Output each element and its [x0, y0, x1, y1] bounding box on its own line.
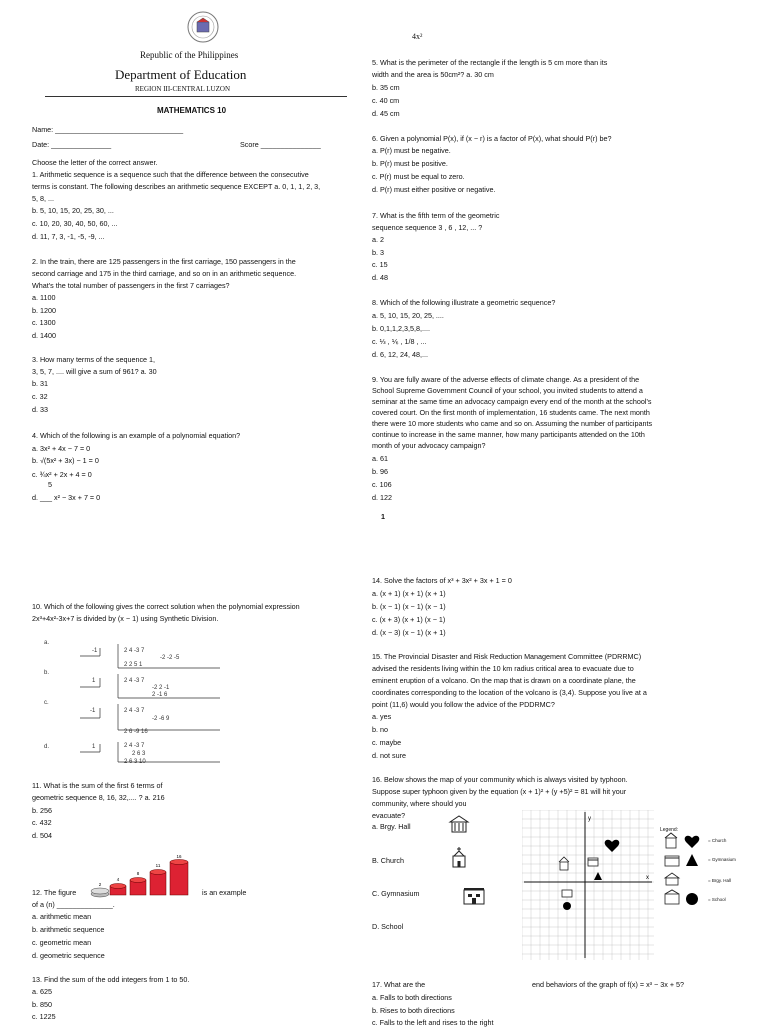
coin-label-3: 8 [136, 871, 140, 876]
brgy-hall-icon [448, 814, 470, 834]
coin-label-4: 11 [155, 863, 161, 868]
legend-gym-icon [665, 856, 679, 866]
q16-line3: community, where should you [372, 799, 467, 808]
legend-title: Legend: [660, 827, 679, 833]
q15-line4: coordinates corresponding to the location of the volcano is (3,4). Suppose you live at a [372, 688, 647, 697]
synthetic-row3-b: 2 -1 6 [152, 692, 168, 698]
q2-choice-d: d. 1400 [32, 331, 56, 340]
q3-line2: 3, 5, 7, .... will give a sum of 961? a. 30 [32, 367, 157, 376]
q9-line5: there were 10 more students who came and so on. Assuming the number of participants [372, 419, 653, 428]
q4-choice-d: d. ___ x² − 3x + 7 = 0 [32, 493, 101, 502]
q7-choice-b: b. 3 [372, 248, 384, 257]
q11-choice-b: b. 256 [32, 806, 52, 815]
legend-item-church: = Church [708, 838, 727, 843]
synthetic-row1-c: 2 4 -3 7 [124, 708, 145, 714]
q16-choice-d: D. School [372, 922, 404, 931]
q2-line2: second carriage and 175 in the third carriage, and so on in an arithmetic sequence. [32, 269, 297, 278]
map-triangle-icon [594, 872, 602, 880]
q17-choice-a: a. Falls to both directions [372, 993, 452, 1002]
region-text: REGION III-CENTRAL LUZON [135, 85, 230, 93]
synthetic-row2-d: 2 6 3 [132, 751, 146, 757]
q9-choice-c: c. 106 [372, 480, 392, 489]
republic-text: Republic of the Philippines [140, 50, 239, 60]
q2-choice-b: b. 1200 [32, 306, 56, 315]
q7-choice-a: a. 2 [372, 235, 384, 244]
legend-item-gym: = Gymnasium [708, 857, 736, 862]
q13-line1: 13. Find the sum of the odd integers from 1 to 50. [32, 975, 190, 984]
q15-choice-a: a. yes [372, 712, 392, 721]
q5-line1: 5. What is the perimeter of the rectangle if the length is 5 cm more than its [372, 58, 608, 67]
q2-choice-a: a. 1100 [32, 293, 56, 302]
synthetic-row3-d: 2 6 3 10 [124, 759, 146, 765]
q15-line5: point (11,6) would you follow the advice of the PDDRMC? [372, 700, 555, 709]
legend-item-hall: = Brgy. Hall [708, 878, 732, 883]
q1-choice-c: c. 10, 20, 30, 40, 50, 60, ... [32, 219, 118, 228]
q1-choice-b: b. 5, 10, 15, 20, 25, 30, ... [32, 206, 114, 215]
synthetic-root-c: -1 [90, 708, 96, 714]
q16-line2: Suppose super typhoon given by the equation (x + 1)² + (y +5)² = 81 will hit your [372, 787, 627, 796]
q3-choice-c: c. 32 [32, 392, 48, 401]
map-y-label: y [588, 816, 591, 822]
coin-stack-figure [88, 852, 198, 902]
q1-line2: terms is constant. The following describes an arithmetic sequence EXCEPT a. 0, 1, 1, 2, 3, [32, 182, 321, 191]
coin-stack-3 [130, 878, 146, 896]
q7-choice-d: d. 48 [372, 273, 388, 282]
coin-label-5: 16 [176, 854, 182, 859]
q7-line1: 7. What is the fifth term of the geometric [372, 211, 500, 220]
q15-line1: 15. The Provincial Disaster and Risk Reduction Management Committee (PDRRMC) [372, 652, 642, 661]
synthetic-row1-b: 2 4 -3 7 [124, 678, 145, 684]
q11-choice-c: c. 432 [32, 818, 52, 827]
legend-item-school: = School [708, 897, 726, 902]
subject-title: MATHEMATICS 10 [157, 106, 227, 115]
q14-choice-c: c. (x + 3) (x + 1) (x − 1) [372, 615, 446, 624]
q12-line1-start: 12. The figure [32, 888, 77, 897]
name-field[interactable]: Name: ________________________________ [32, 125, 184, 134]
q9-line6: continue to increase in the same manner, how many participants attended on the 10th [372, 430, 645, 439]
map-gym-icon [588, 858, 598, 866]
coin-stack-1 [91, 888, 109, 897]
q6-choice-d: d. P(r) must either positive or negative. [372, 185, 496, 194]
q6-choice-a: a. P(r) must be negative. [372, 146, 451, 155]
synthetic-letter-d: d. [44, 744, 50, 750]
q8-choice-c: c. ⅓ , ⅙ , 1/8 , ... [372, 337, 427, 346]
q5-choice-d: d. 45 cm [372, 109, 400, 118]
coin-stack-4 [150, 870, 166, 896]
q2-line3: What's the total number of passengers in the first 7 carriages? [32, 281, 230, 290]
q8-choice-a: a. 5, 10, 15, 20, 25, .... [372, 311, 444, 320]
q12-choice-a: a. arithmetic mean [32, 912, 92, 921]
q10-line2: 2x³+4x²-3x+7 is divided by (x − 1) using Synthetic Division. [32, 614, 219, 623]
q9-choice-b: b. 96 [372, 467, 388, 476]
legend-triangle-icon [686, 854, 698, 866]
score-field[interactable]: Score _______________ [240, 140, 321, 149]
page-number: 1 [381, 512, 385, 521]
synthetic-root-a: -1 [92, 648, 98, 654]
q17-line1-start: 17. What are the [372, 980, 426, 989]
q5-choice-b: b. 35 cm [372, 83, 400, 92]
synthetic-row3-c: 2 6 -9 16 [124, 729, 148, 735]
q15-choice-c: c. maybe [372, 738, 402, 747]
coin-label-1: 2 [98, 882, 102, 887]
q5-line2: width and the area is 50cm²? a. 30 cm [372, 70, 494, 79]
q12-choice-c: c. geometric mean [32, 938, 92, 947]
church-icon [450, 846, 468, 868]
q13-choice-b: b. 850 [32, 1000, 52, 1009]
department-title: Department of Education [115, 67, 247, 82]
coin-stack-2 [110, 884, 126, 896]
q12-choice-d: d. geometric sequence [32, 951, 105, 960]
q1-choice-d: d. 11, 7, 3, -1, -5, -9, ... [32, 232, 105, 241]
q15-line3: eminent eruption of a volcano. On the map that is drawn on a coordinate plane, the [372, 676, 636, 685]
synthetic-row2-c: -2 -6 9 [152, 716, 170, 722]
q14-line1: 14. Solve the factors of x³ + 3x² + 3x + 1 = 0 [372, 576, 512, 585]
q12-line1-end: is an example [202, 888, 247, 897]
q9-line4: covered court. On the first month of implementation, 16 students came. The next month [372, 408, 650, 417]
q3-choice-b: b. 31 [32, 379, 48, 388]
community-map-grid [522, 810, 654, 960]
q13-choice-a: a. 625 [32, 987, 52, 996]
coin-stack-5 [170, 860, 188, 896]
q8-choice-d: d. 6, 12, 24, 48,... [372, 350, 428, 359]
q1-line3: 5, 8, ... [32, 194, 54, 203]
q6-choice-b: b. P(r) must be positive. [372, 159, 448, 168]
q7-line2: sequence sequence 3 , 6 , 12, ... ? [372, 223, 483, 232]
q10-line1: 10. Which of the following gives the correct solution when the polynomial expression [32, 602, 300, 611]
q12-choice-b: b. arithmetic sequence [32, 925, 105, 934]
synthetic-row3-a: 2 2 5 1 [124, 662, 143, 668]
q13-choice-c: c. 1225 [32, 1012, 56, 1021]
map-school-icon [562, 890, 572, 897]
q14-choice-b: b. (x − 1) (x − 1) (x − 1) [372, 602, 446, 611]
map-church-icon [559, 857, 569, 870]
q6-line1: 6. Given a polynomial P(x), if (x − r) is a factor of P(x), what should P(r) be? [372, 134, 612, 143]
q16-line1: 16. Below shows the map of your community which is always visited by typhoon. [372, 775, 628, 784]
q4-line1: 4. Which of the following is an example of a polynomial equation? [32, 431, 241, 440]
q8-choice-b: b. 0,1,1,2,3,5,8,.... [372, 324, 430, 333]
q16-choice-b: B. Church [372, 856, 404, 865]
q9-choice-a: a. 61 [372, 454, 388, 463]
q4-choice-b: b. √(5x² + 3x) − 1 = 0 [32, 456, 99, 465]
q3-line1: 3. How many terms of the sequence 1, [32, 355, 156, 364]
top-fragment: 4x² [412, 32, 423, 41]
synthetic-row2-b: -2 2 -1 [152, 685, 170, 691]
q9-line2: School Supreme Government Council of your school, you invited students to attend a [372, 386, 643, 395]
legend-heart-icon [685, 836, 700, 848]
date-field[interactable]: Date: _______________ [32, 140, 112, 149]
q9-line7: month of your advocacy campaign? [372, 441, 486, 450]
gymnasium-icon [462, 886, 486, 906]
q9-line3: seminar at the same time an advocacy campaign every end of the month at the school's [372, 397, 652, 406]
synthetic-division-lines [40, 640, 240, 775]
q17-choice-c: c. Falls to the left and rises to the right [372, 1018, 494, 1027]
synthetic-root-d: 1 [92, 744, 96, 750]
q5-choice-c: c. 40 cm [372, 96, 400, 105]
legend-hall-icon [665, 873, 679, 885]
q15-choice-b: b. no [372, 725, 388, 734]
q8-line1: 8. Which of the following illustrate a geometric sequence? [372, 298, 556, 307]
q4-choice-c-denom: 5 [48, 480, 52, 489]
q12-line2: of a (n) ______________. [32, 900, 115, 909]
q7-choice-c: c. 15 [372, 260, 388, 269]
q4-choice-a: a. 3x² + 4x − 7 = 0 [32, 444, 91, 453]
q11-line1: 11. What is the sum of the first 6 terms of [32, 781, 163, 790]
synthetic-row1-d: 2 4 -3 7 [124, 743, 145, 749]
q17-choice-b: b. Rises to both directions [372, 1006, 455, 1015]
legend-church-icon [665, 833, 677, 848]
q1-line1: 1. Arithmetic sequence is a sequence such that the difference between the consecutive [32, 170, 309, 179]
q16-choice-c: C. Gymnasium [372, 889, 420, 898]
q17-line1-end: end behaviors of the graph of f(x) = x³ − 3x + 5? [532, 980, 685, 989]
synthetic-row2-a: -2 -2 -5 [160, 655, 180, 661]
synthetic-root-b: 1 [92, 678, 96, 684]
legend-icons [662, 832, 706, 912]
map-x-label: x [646, 875, 649, 881]
q2-line1: 2. In the train, there are 125 passengers in the first carriage, 150 passengers in the [32, 257, 296, 266]
q15-line2: advised the residents living within the 10 km radius critical area to evacuate due to [372, 664, 634, 673]
q16-line4: evacuate? [372, 811, 406, 820]
q9-choice-d: d. 122 [372, 493, 392, 502]
q14-choice-d: d. (x − 3) (x − 1) (x + 1) [372, 628, 446, 637]
synthetic-letter-b: b. [44, 670, 50, 676]
q9-line1: 9. You are fully aware of the adverse effects of climate change. As a president of the [372, 375, 640, 384]
q11-line2: geometric sequence 8, 16, 32,.... ? a. 216 [32, 793, 165, 802]
map-dot-icon [563, 902, 571, 910]
q11-choice-d: d. 504 [32, 831, 52, 840]
header-rule [45, 96, 347, 97]
q3-choice-d: d. 33 [32, 405, 48, 414]
q15-choice-d: d. not sure [372, 751, 406, 760]
legend-crescent-icon [688, 874, 694, 886]
q4-choice-c: c. ¾x² + 2x + 4 = 0 [32, 470, 92, 479]
instruction-text: Choose the letter of the correct answer. [32, 158, 158, 167]
q2-choice-c: c. 1300 [32, 318, 56, 327]
synthetic-letter-c: c. [44, 700, 49, 706]
synthetic-row1-a: 2 4 -3 7 [124, 648, 145, 654]
deped-seal [187, 10, 219, 46]
q16-choice-a: a. Brgy. Hall [372, 822, 411, 831]
legend-dot-icon [686, 893, 698, 905]
coin-label-2: 4 [116, 877, 120, 882]
q14-choice-a: a. (x + 1) (x + 1) (x + 1) [372, 589, 446, 598]
q6-choice-c: c. P(r) must be equal to zero. [372, 172, 465, 181]
legend-school-icon [665, 890, 679, 904]
synthetic-letter-a: a. [44, 640, 50, 646]
